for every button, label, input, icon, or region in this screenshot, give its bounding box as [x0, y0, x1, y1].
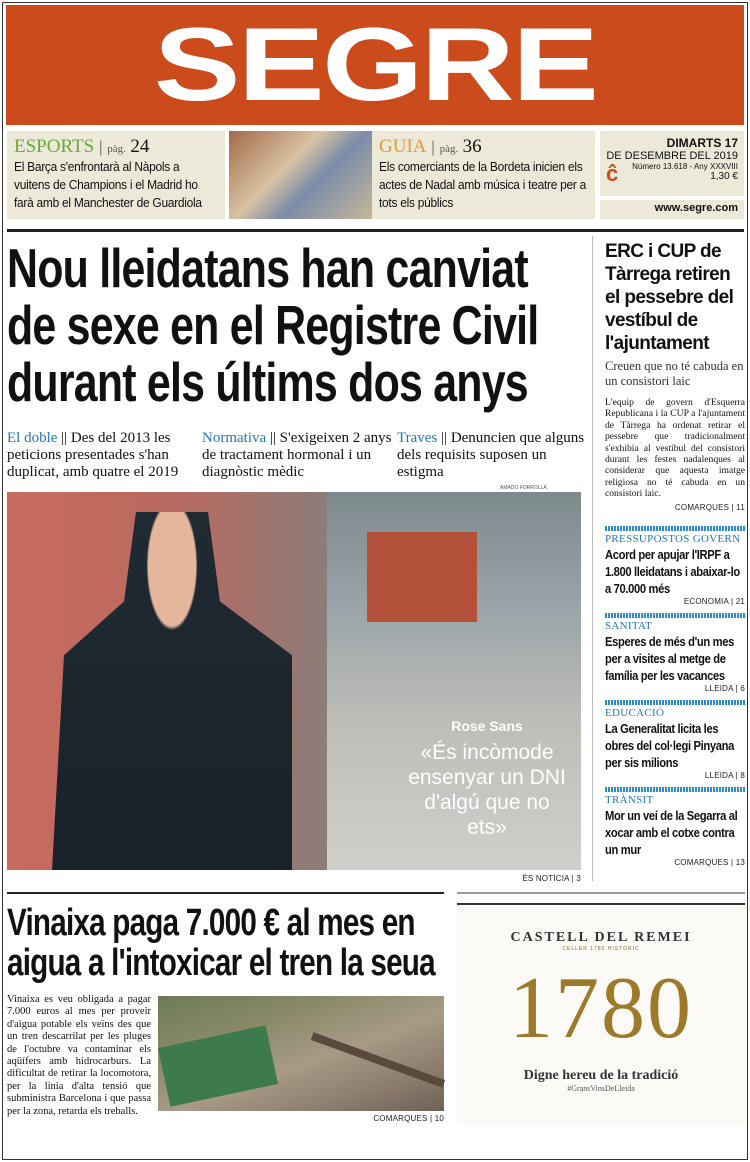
- teaser-photo[interactable]: [229, 131, 372, 219]
- item-headline: Mor un veí de la Segarra al xocar amb el cotxe contra un mur: [605, 808, 738, 857]
- item-headline: La Generalitat licita les obres del col·legi Pinyana per sis milions: [605, 721, 734, 770]
- second-headline[interactable]: Vinaixa paga 7.000 € al mes en aigua a l'intoxicar el tren la seua: [7, 902, 435, 984]
- teaser-guia[interactable]: GUIA | pàg. 36 Els comerciants de la Bordeta inicien els actes de Nadal amb música i teatre per a tots els públics: [372, 131, 595, 219]
- photo-quote: [402, 718, 572, 840]
- page-number: 36: [462, 136, 482, 157]
- person-figure: [52, 512, 292, 870]
- divider: [7, 892, 444, 894]
- advertisement[interactable]: [457, 903, 745, 1125]
- edition-day: DIMARTS 17: [666, 136, 738, 150]
- ad-brand: CASTELL DEL REMEI: [510, 930, 692, 945]
- pag-label: pàg.: [439, 143, 459, 155]
- lead-sub-1: El doble || Des del 2013 les peticions presentades s'han duplicat, amb quatre el 2019: [7, 430, 179, 480]
- teaser-section: ESPORTS: [14, 136, 95, 157]
- edition-number: Número 13.618 - Any XXXVIII: [632, 162, 738, 171]
- item-category: TRÀNSIT: [605, 794, 654, 806]
- section-tag: COMARQUES | 11: [674, 502, 745, 512]
- pag-label: pàg.: [107, 143, 126, 155]
- ad-brand-sub: CELLER 1780 HISTÒRIC: [562, 946, 640, 952]
- divider: [457, 892, 745, 894]
- teaser-section: GUIA: [379, 136, 427, 157]
- teaser-text: Els comerciants de la Bordeta inicien els actes de Nadal amb música i teatre per a tots els públics: [379, 159, 587, 210]
- segre-c-icon: ĉ: [606, 161, 619, 186]
- section-tag: LLEIDA | 8: [704, 771, 745, 780]
- lead-sub-2: Normativa || S'exigeixen 2 anys de tractament hormonal i un diagnòstic mèdic: [202, 430, 392, 480]
- divider: [592, 236, 593, 881]
- section-tag: COMARQUES | 10: [373, 1114, 444, 1123]
- dotted-rule: [605, 700, 745, 705]
- teaser-text: El Barça s'enfrontarà al Nàpols a vuitens de Champions i el Madrid ho farà amb el Manchester de Guardiola: [14, 159, 202, 210]
- ad-hashtag: #GransVinsDeLleida: [567, 1084, 635, 1093]
- quote-name: Rose Sans: [451, 718, 523, 734]
- sidebar-item[interactable]: [605, 613, 745, 694]
- teaser-esports[interactable]: ESPORTS | pàg. 24 El Barça s'enfrontarà al Nàpols a vuitens de Champions i el Madrid ho farà amb el Manchester de Guardiola: [7, 131, 225, 219]
- sidebar-headline: ERC i CUP de Tàrrega retiren el pessebre del vestíbul de l'ajuntament: [605, 241, 734, 354]
- website-link[interactable]: www.segre.com: [600, 200, 744, 219]
- second-body: Vinaixa es veu obligada a pagar 7.000 euros al mes per proveir d'aigua potable els veïns des que un tren descarrilat per les pluges de l'octubre va contaminar els aqüífers amb hidrocarburs. La dificultat de retirar la locomotora, per la línia d'alta tensió que subministra Barcelona i que passa per la zona, retarda els treballs.: [7, 994, 151, 1117]
- sidebar-body: L'equip de govern d'Esquerra Republicana i la CUP a l'ajuntament de Tàrrega ha ordenat retirar el pessebre que tradicionalment s'exhibia al vestíbul del consistori durant les festes nadalenques al considerar que aquesta imatge religiosa no té cabuda en un consistori laic.: [605, 397, 745, 500]
- item-category: SANITAT: [605, 620, 653, 632]
- photo-credit: AMADO FORROLLA: [500, 485, 547, 491]
- item-category: PRESSUPOSTOS GOVERN: [605, 533, 741, 545]
- lead-headline[interactable]: Nou lleidatans han canviat de sexe en el Registre Civil durant els últims dos anys: [7, 237, 539, 413]
- ad-slogan: Digne hereu de la tradició: [523, 1068, 679, 1083]
- dotted-rule: [605, 613, 745, 618]
- page-number: 24: [130, 136, 150, 157]
- sidebar-deck: Creuen que no té cabuda en un consistori laic: [605, 359, 744, 388]
- section-tag: LLEIDA | 6: [704, 684, 745, 693]
- section-tag: COMARQUES | 13: [674, 858, 745, 867]
- sidebar-item[interactable]: [605, 787, 745, 868]
- sidebar-item[interactable]: [605, 700, 745, 781]
- section-tag: ÉS NOTÍCIA | 3: [522, 874, 581, 883]
- sidebar-item[interactable]: [605, 526, 745, 607]
- item-headline: Acord per apujar l'IRPF a 1.800 lleidatans i abaixar-lo a 70.000 més: [605, 547, 740, 596]
- edition-price: 1,30 €: [710, 171, 738, 182]
- masthead[interactable]: [6, 5, 744, 125]
- dotted-rule: [605, 787, 745, 792]
- item-category: EDUCACIÓ: [605, 707, 665, 719]
- ad-year: 1780: [509, 960, 693, 1057]
- sidebar-list: [605, 526, 745, 868]
- section-tag: ECONOMIA | 21: [683, 597, 745, 606]
- edition-date: DE DESEMBRE DEL 2019: [606, 150, 738, 162]
- dotted-rule: [605, 526, 745, 531]
- quote-text: «És incòmode ensenyar un DNI d'algú que no ets»: [408, 741, 566, 839]
- divider: [7, 229, 744, 232]
- lead-sub-3: Traves || Denuncien que alguns dels requisits suposen un estigma: [397, 430, 585, 480]
- lead-photo[interactable]: [7, 492, 581, 870]
- masthead-logo: SEGRE: [153, 6, 597, 123]
- train-photo[interactable]: [158, 996, 444, 1111]
- item-headline: Esperes de més d'un mes per a visites al metge de família per les vacances: [605, 634, 734, 683]
- edition-box: [600, 131, 744, 196]
- sidebar-main-story[interactable]: [605, 240, 745, 512]
